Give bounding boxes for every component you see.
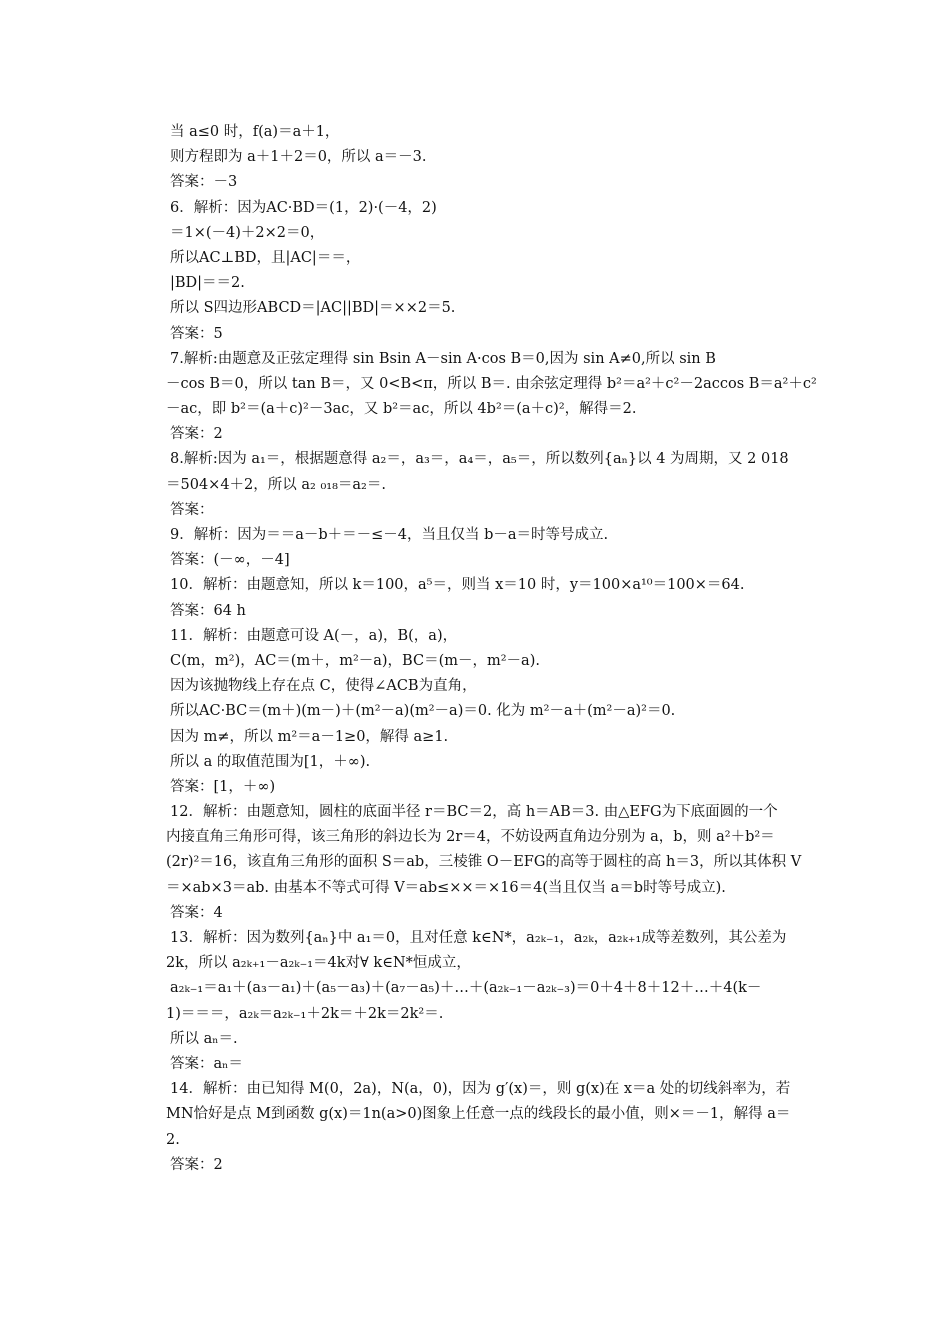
answer-line: 答案：2 bbox=[170, 426, 223, 443]
problem-11-heading: 11．解析：由题意可设 A(－，a)，B(，a)， bbox=[170, 627, 458, 644]
text-line: (2r)²＝16，该直角三角形的面积 S＝ab，三棱锥 O－EFG的高等于圆柱的高 h＝3，所以其体积 V bbox=[166, 854, 802, 871]
answer-line: 答案：64 h bbox=[170, 602, 246, 619]
problem-9-heading: 9．解析：因为＝＝a－b＋＝－≤－4，当且仅当 b－a＝时等号成立. bbox=[170, 527, 609, 543]
problem-10-heading: 10．解析：由题意知，所以 k＝100，a⁵＝，则当 x＝10 时，y＝100×a¹⁰＝100×＝64. bbox=[170, 577, 745, 594]
problem-8-heading: 8.解析:因为 a₁＝，根据题意得 a₂＝，a₃＝，a₄＝，a₅＝，所以数列{aₙ}以 4 为周期，又 2 018 bbox=[170, 451, 789, 468]
problem-14-heading: 14．解析：由已知得 M(0，2a)，N(a，0)，因为 g′(x)＝，则 g(x)在 x＝a 处的切线斜率为，若 bbox=[170, 1081, 791, 1098]
text-line: 1)＝＝＝，a₂ₖ＝a₂ₖ₋₁＋2k＝＋2k＝2k²＝. bbox=[166, 1005, 444, 1022]
text-line: 所以 S四边形ABCD＝|AC||BD|＝××2＝5. bbox=[170, 300, 456, 317]
problem-12-heading: 12．解析：由题意知，圆柱的底面半径 r＝BC＝2，高 h＝AB＝3. 由△EFG为下底面圆的一个 bbox=[170, 804, 778, 821]
text-line: ＝1×(－4)＋2×2＝0， bbox=[170, 224, 325, 241]
text-line: 所以AC·BC＝(m＋)(m－)＋(m²－a)(m²－a)＝0. 化为 m²－a＋(m²－a)²＝0. bbox=[170, 703, 676, 720]
text-line: 所以AC⊥BD，且|AC|＝＝， bbox=[170, 249, 361, 266]
text-line: ＝×ab×3＝ab. 由基本不等式可得 V＝ab≤××＝×16＝4(当且仅当 a＝b时等号成立). bbox=[166, 879, 726, 896]
text-line: MN恰好是点 M到函数 g(x)＝1n(a>0)图象上任意一点的线段长的最小值，则×＝－1，解得 a＝ bbox=[166, 1106, 791, 1123]
text-line: 2. bbox=[166, 1131, 180, 1148]
text-line: 则方程即为 a＋1＋2＝0，所以 a＝－3. bbox=[170, 149, 427, 166]
text-line: 2k，所以 a₂ₖ₊₁－a₂ₖ₋₁＝4k对∀ k∈N*恒成立， bbox=[166, 955, 471, 972]
text-line: －cos B＝0，所以 tan B＝，又 0<B<π，所以 B＝. 由余弦定理得 b²＝a²＋c²－2accos B＝a²＋c² bbox=[166, 375, 817, 392]
answer-line: 答案：aₙ＝ bbox=[170, 1055, 243, 1072]
text-line: 因为 m≠，所以 m²＝a－1≥0，解得 a≥1. bbox=[170, 728, 449, 745]
answer-line: 答案：(－∞，－4] bbox=[170, 552, 290, 569]
text-line: ＝504×4＋2，所以 a₂ ₀₁₈＝a₂＝. bbox=[166, 476, 386, 493]
answer-line: 答案： bbox=[170, 501, 214, 518]
answer-line: 答案：4 bbox=[170, 904, 223, 921]
text-line: a₂ₖ₋₁＝a₁＋(a₃－a₁)＋(a₅－a₃)＋(a₇－a₅)＋…＋(a₂ₖ₋₁－a₂ₖ₋₃)＝0＋4＋8＋12＋…＋4(k－ bbox=[170, 980, 762, 997]
text-line: 当 a≤0 时，f(a)＝a＋1， bbox=[170, 124, 340, 140]
text-line: |BD|＝＝2. bbox=[170, 275, 245, 292]
answer-line: 答案：5 bbox=[170, 325, 223, 342]
text-line: 所以 a 的取值范围为[1，＋∞). bbox=[170, 753, 371, 770]
problem-13-heading: 13．解析：因为数列{aₙ}中 a₁＝0，且对任意 k∈N*，a₂ₖ₋₁，a₂ₖ，a₂ₖ₊₁成等差数列，其公差为 bbox=[170, 930, 787, 946]
answer-line: 答案：－3 bbox=[170, 174, 238, 191]
text-line: 因为该抛物线上存在点 C，使得∠ACB为直角， bbox=[170, 678, 477, 695]
text-line: －ac，即 b²＝(a＋c)²－3ac，又 b²＝ac，所以 4b²＝(a＋c)²，解得＝2. bbox=[166, 401, 637, 418]
problem-6-heading: 6．解析：因为AC·BD＝(1，2)·(－4，2) bbox=[170, 199, 437, 216]
problem-7-heading: 7.解析:由题意及正弦定理得 sin Bsin A－sin A·cos B＝0,因为 sin A≠0,所以 sin B bbox=[170, 350, 716, 367]
answer-line: 答案：[1，＋∞) bbox=[170, 778, 276, 795]
text-line: C(m，m²)，AC＝(m＋，m²－a)，BC＝(m－，m²－a). bbox=[170, 652, 540, 669]
document-page bbox=[166, 120, 818, 1178]
text-line: 所以 aₙ＝. bbox=[170, 1030, 238, 1047]
answer-line: 答案：2 bbox=[170, 1156, 223, 1173]
text-line: 内接直角三角形可得，该三角形的斜边长为 2r＝4，不妨设两直角边分别为 a，b，则 a²＋b²＝ bbox=[166, 829, 775, 846]
